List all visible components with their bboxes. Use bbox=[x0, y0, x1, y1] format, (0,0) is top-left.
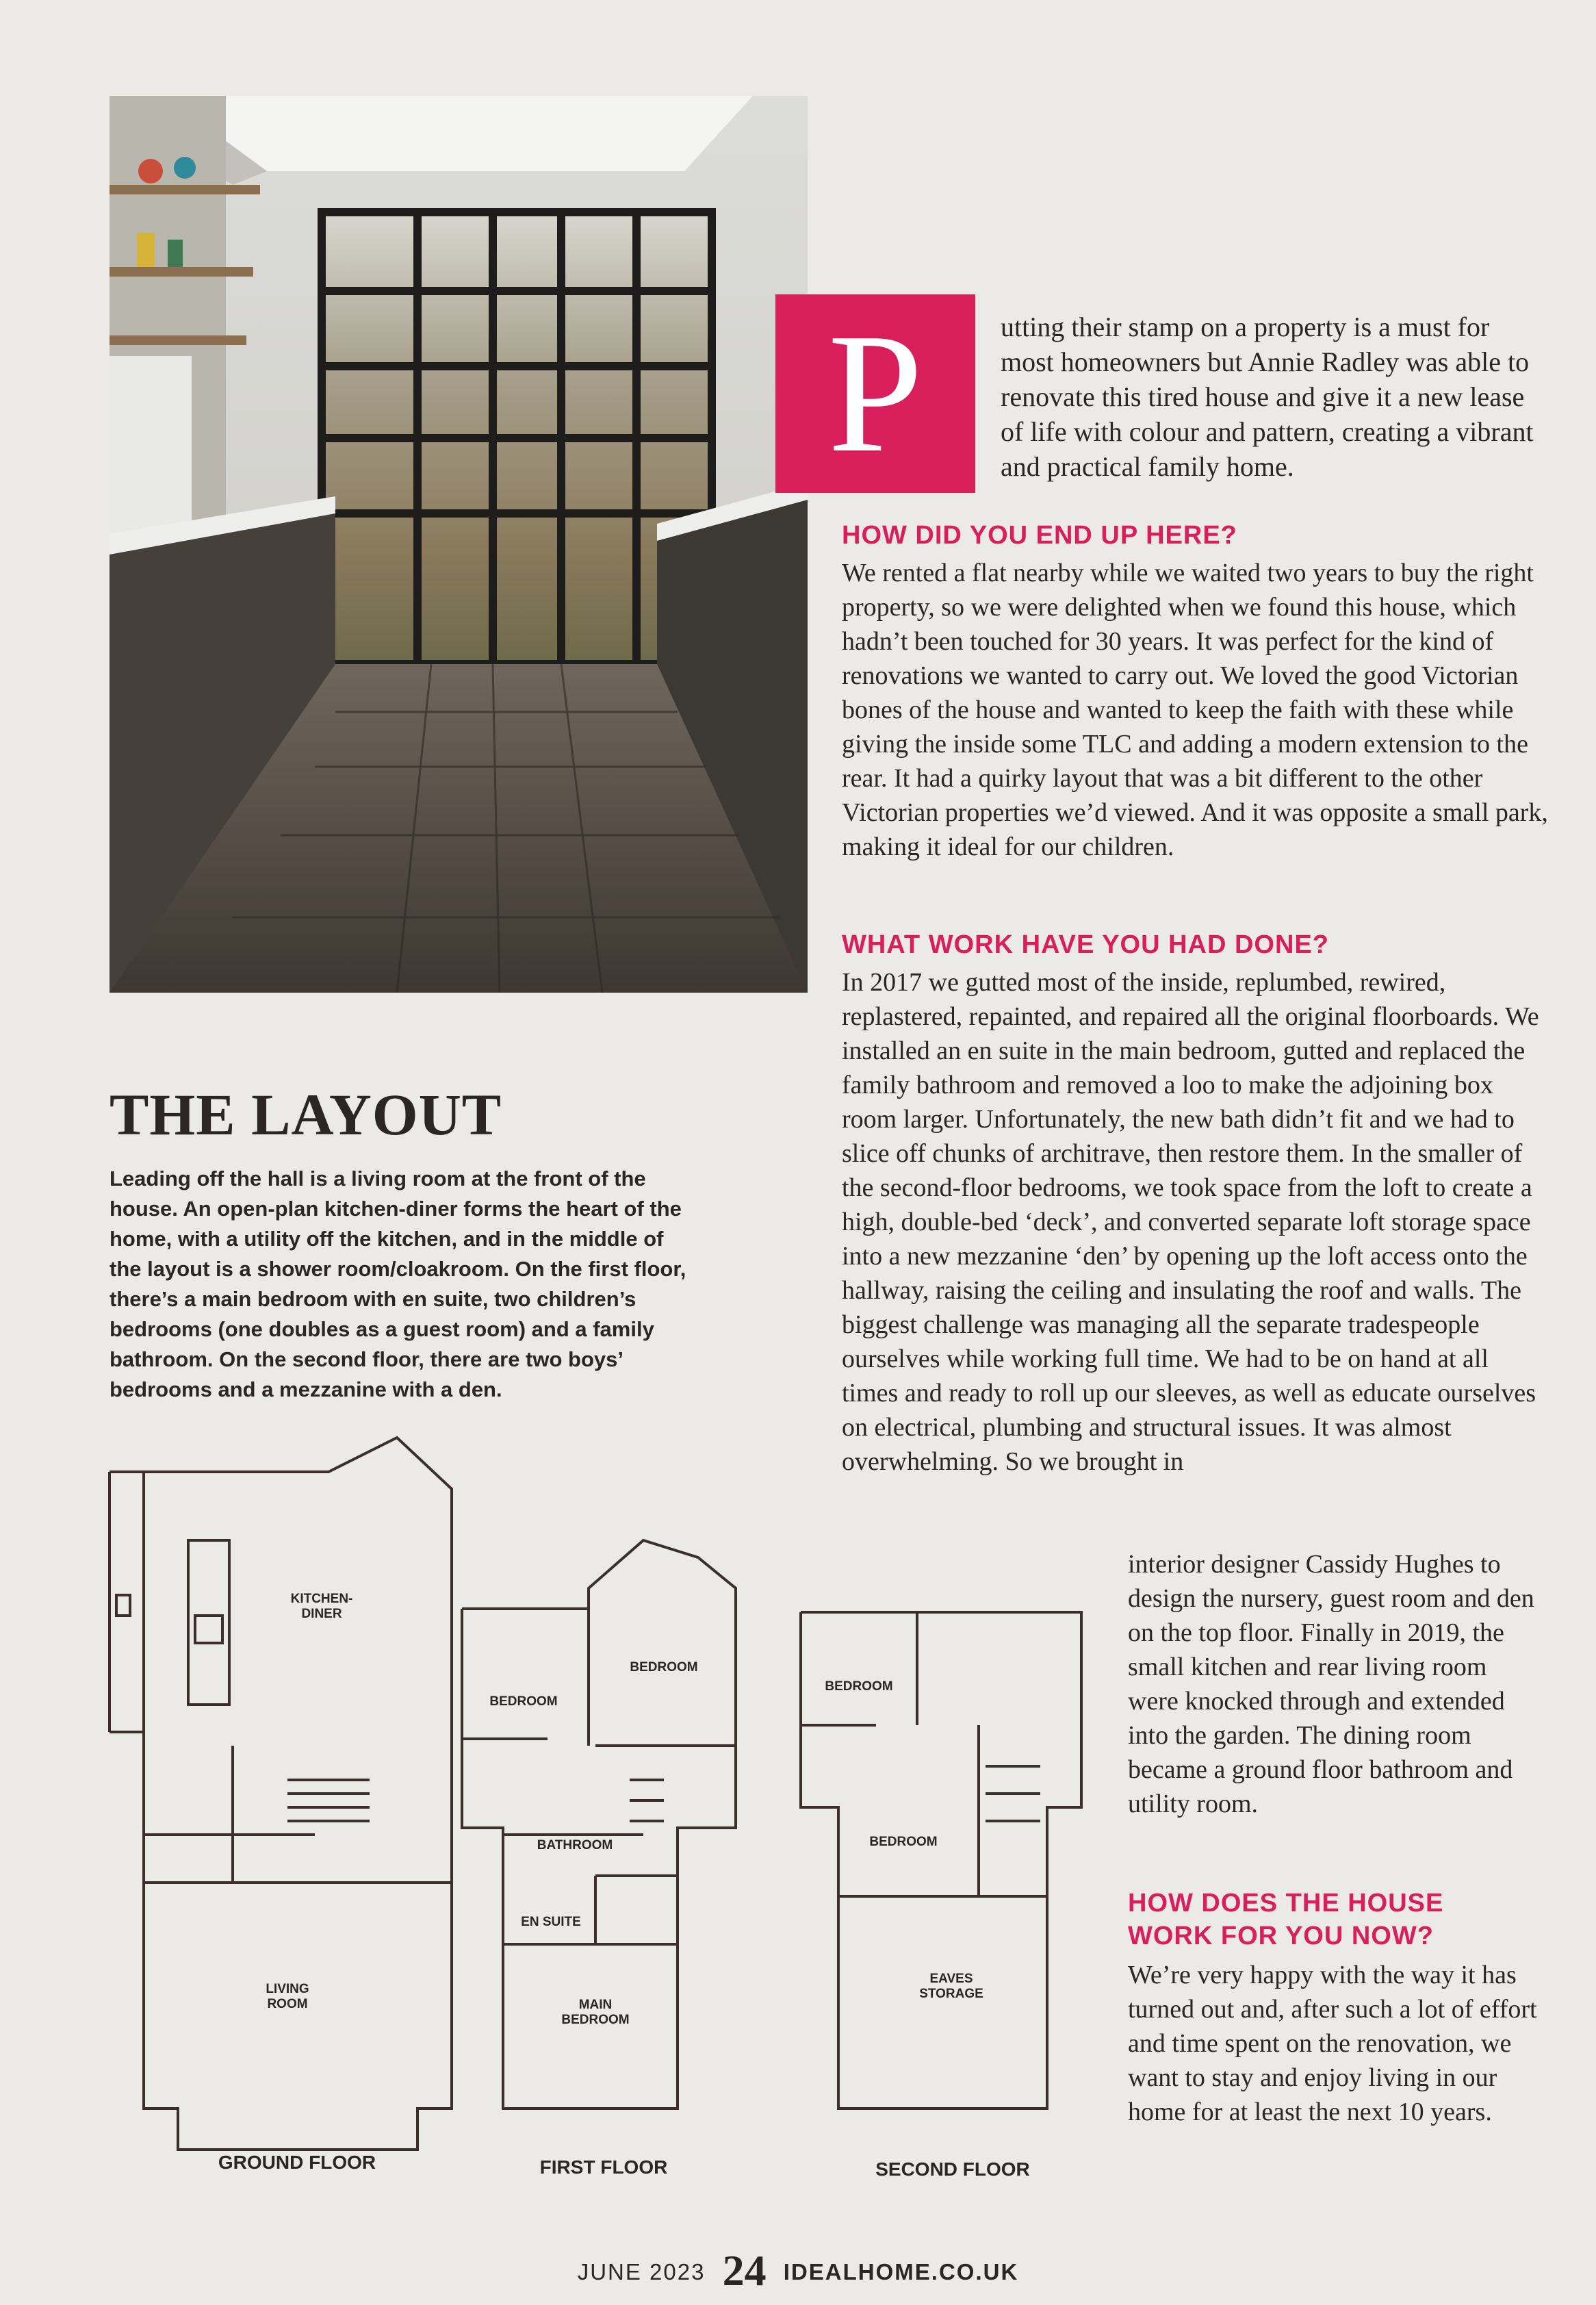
layout-description: Leading off the hall is a living room at the front of the house. An open-plan kitchen-diner forms the heart of the home, with a utility off the kitchen, and in the middle of the layout is a shower room/cloakroom. On the first floor, there’s a main bedroom with en suite, two children’s bedrooms (one doubles as a guest room) and a family bathroom. On the second floor, there are two boys’ bedrooms and a mezzanine with a den. bbox=[110, 1167, 686, 1401]
room-label-bedroom-2: BEDROOM bbox=[630, 1660, 698, 1674]
answer-paragraph-3: We’re very happy with the way it has turned out and, after such a lot of effort and time spent on the renovation, we want to stay and enjoy living in our home for at least the next 10 years. bbox=[1128, 1961, 1537, 2126]
question-heading-3: HOW DOES THE HOUSE WORK FOR YOU NOW? bbox=[1128, 1889, 1444, 1950]
layout-title: THE LAYOUT bbox=[110, 1082, 502, 1147]
plan-label-first-floor: FIRST FLOOR bbox=[539, 2156, 668, 2178]
room-label-second-bedroom-2: BEDROOM bbox=[869, 1835, 938, 1849]
room-label-main-bedroom: MAIN BEDROOM bbox=[561, 1998, 630, 2027]
drop-cap: P bbox=[775, 294, 975, 493]
question-heading-1: HOW DID YOU END UP HERE? bbox=[842, 521, 1237, 550]
room-label-bedroom-1: BEDROOM bbox=[489, 1694, 558, 1709]
intro-paragraph: utting their stamp on a property is a must for most homeowners but Annie Radley was able to renovate this tired house and give it a new lease of life with colour and pattern, creating a vibrant and practical family home. bbox=[1001, 311, 1534, 482]
question-heading-2: WHAT WORK HAVE YOU HAD DONE? bbox=[842, 930, 1329, 959]
answer-paragraph-1: We rented a flat nearby while we waited two years to buy the right property, so we were delighted when we found this house, which hadn’t been touched for 30 years. It was perfect for the kind of renovations we wanted to carry out. We loved the good Victorian bones of the house and wanted to keep the faith with these while giving the inside some TLC and adding a modern extension to the rear. It had a quirky layout that was a bit different to the other Victorian properties we’d viewed. And it was opposite a small park, making it ideal for our children. bbox=[842, 559, 1548, 861]
kitchen-photo bbox=[110, 96, 808, 993]
room-label-kitchen-diner: KITCHEN- DINER bbox=[290, 1592, 353, 1621]
room-label-second-bedroom-1: BEDROOM bbox=[825, 1679, 893, 1694]
issue-date: JUNE 2023 bbox=[577, 2259, 706, 2284]
answer-paragraph-2-continued: interior designer Cassidy Hughes to design the nursery, guest room and den on the top floor. Finally in 2019, the small kitchen and rear living room were knocked through and extended into the garden. The dining room became a ground floor bathroom and utility room. bbox=[1128, 1550, 1534, 1818]
room-label-eaves-storage: EAVES STORAGE bbox=[919, 1972, 983, 2001]
page-footer bbox=[0, 2245, 1596, 2296]
website: IDEALHOME.CO.UK bbox=[783, 2259, 1019, 2284]
room-label-bathroom: BATHROOM bbox=[537, 1838, 613, 1852]
answer-paragraph-2: In 2017 we gutted most of the inside, replumbed, rewired, replastered, repainted, and repaired all the original floorboards. We installed an en suite in the main bedroom, gutted and replaced the family bathroom and removed a loo to make the adjoining box room larger. Unfortunately, the new bath didn’t fit and we had to slice off chunks of architrave, then restore them. In the smaller of the second-floor bedrooms, we took space from the loft to create a high, double-bed ‘deck’, and converted separate loft storage space into a new mezzanine ‘den’ by opening up the loft access onto the hallway, raising the ceiling and insulating the roof and walls. The biggest challenge was managing all the separate tradespeople ourselves while working full time. We had to be on hand at all times and ready to roll up our sleeves, as well as educate ourselves on electrical, plumbing and structural issues. It was almost overwhelming. So we brought in bbox=[842, 968, 1539, 1476]
room-label-en-suite: EN SUITE bbox=[521, 1915, 581, 1929]
page-number: 24 bbox=[722, 2246, 767, 2295]
plan-label-second-floor: SECOND FLOOR bbox=[875, 2158, 1030, 2180]
floor-plans bbox=[96, 1424, 1102, 2191]
room-label-living-room: LIVING ROOM bbox=[266, 1982, 309, 2011]
plan-label-ground-floor: GROUND FLOOR bbox=[218, 2152, 376, 2173]
